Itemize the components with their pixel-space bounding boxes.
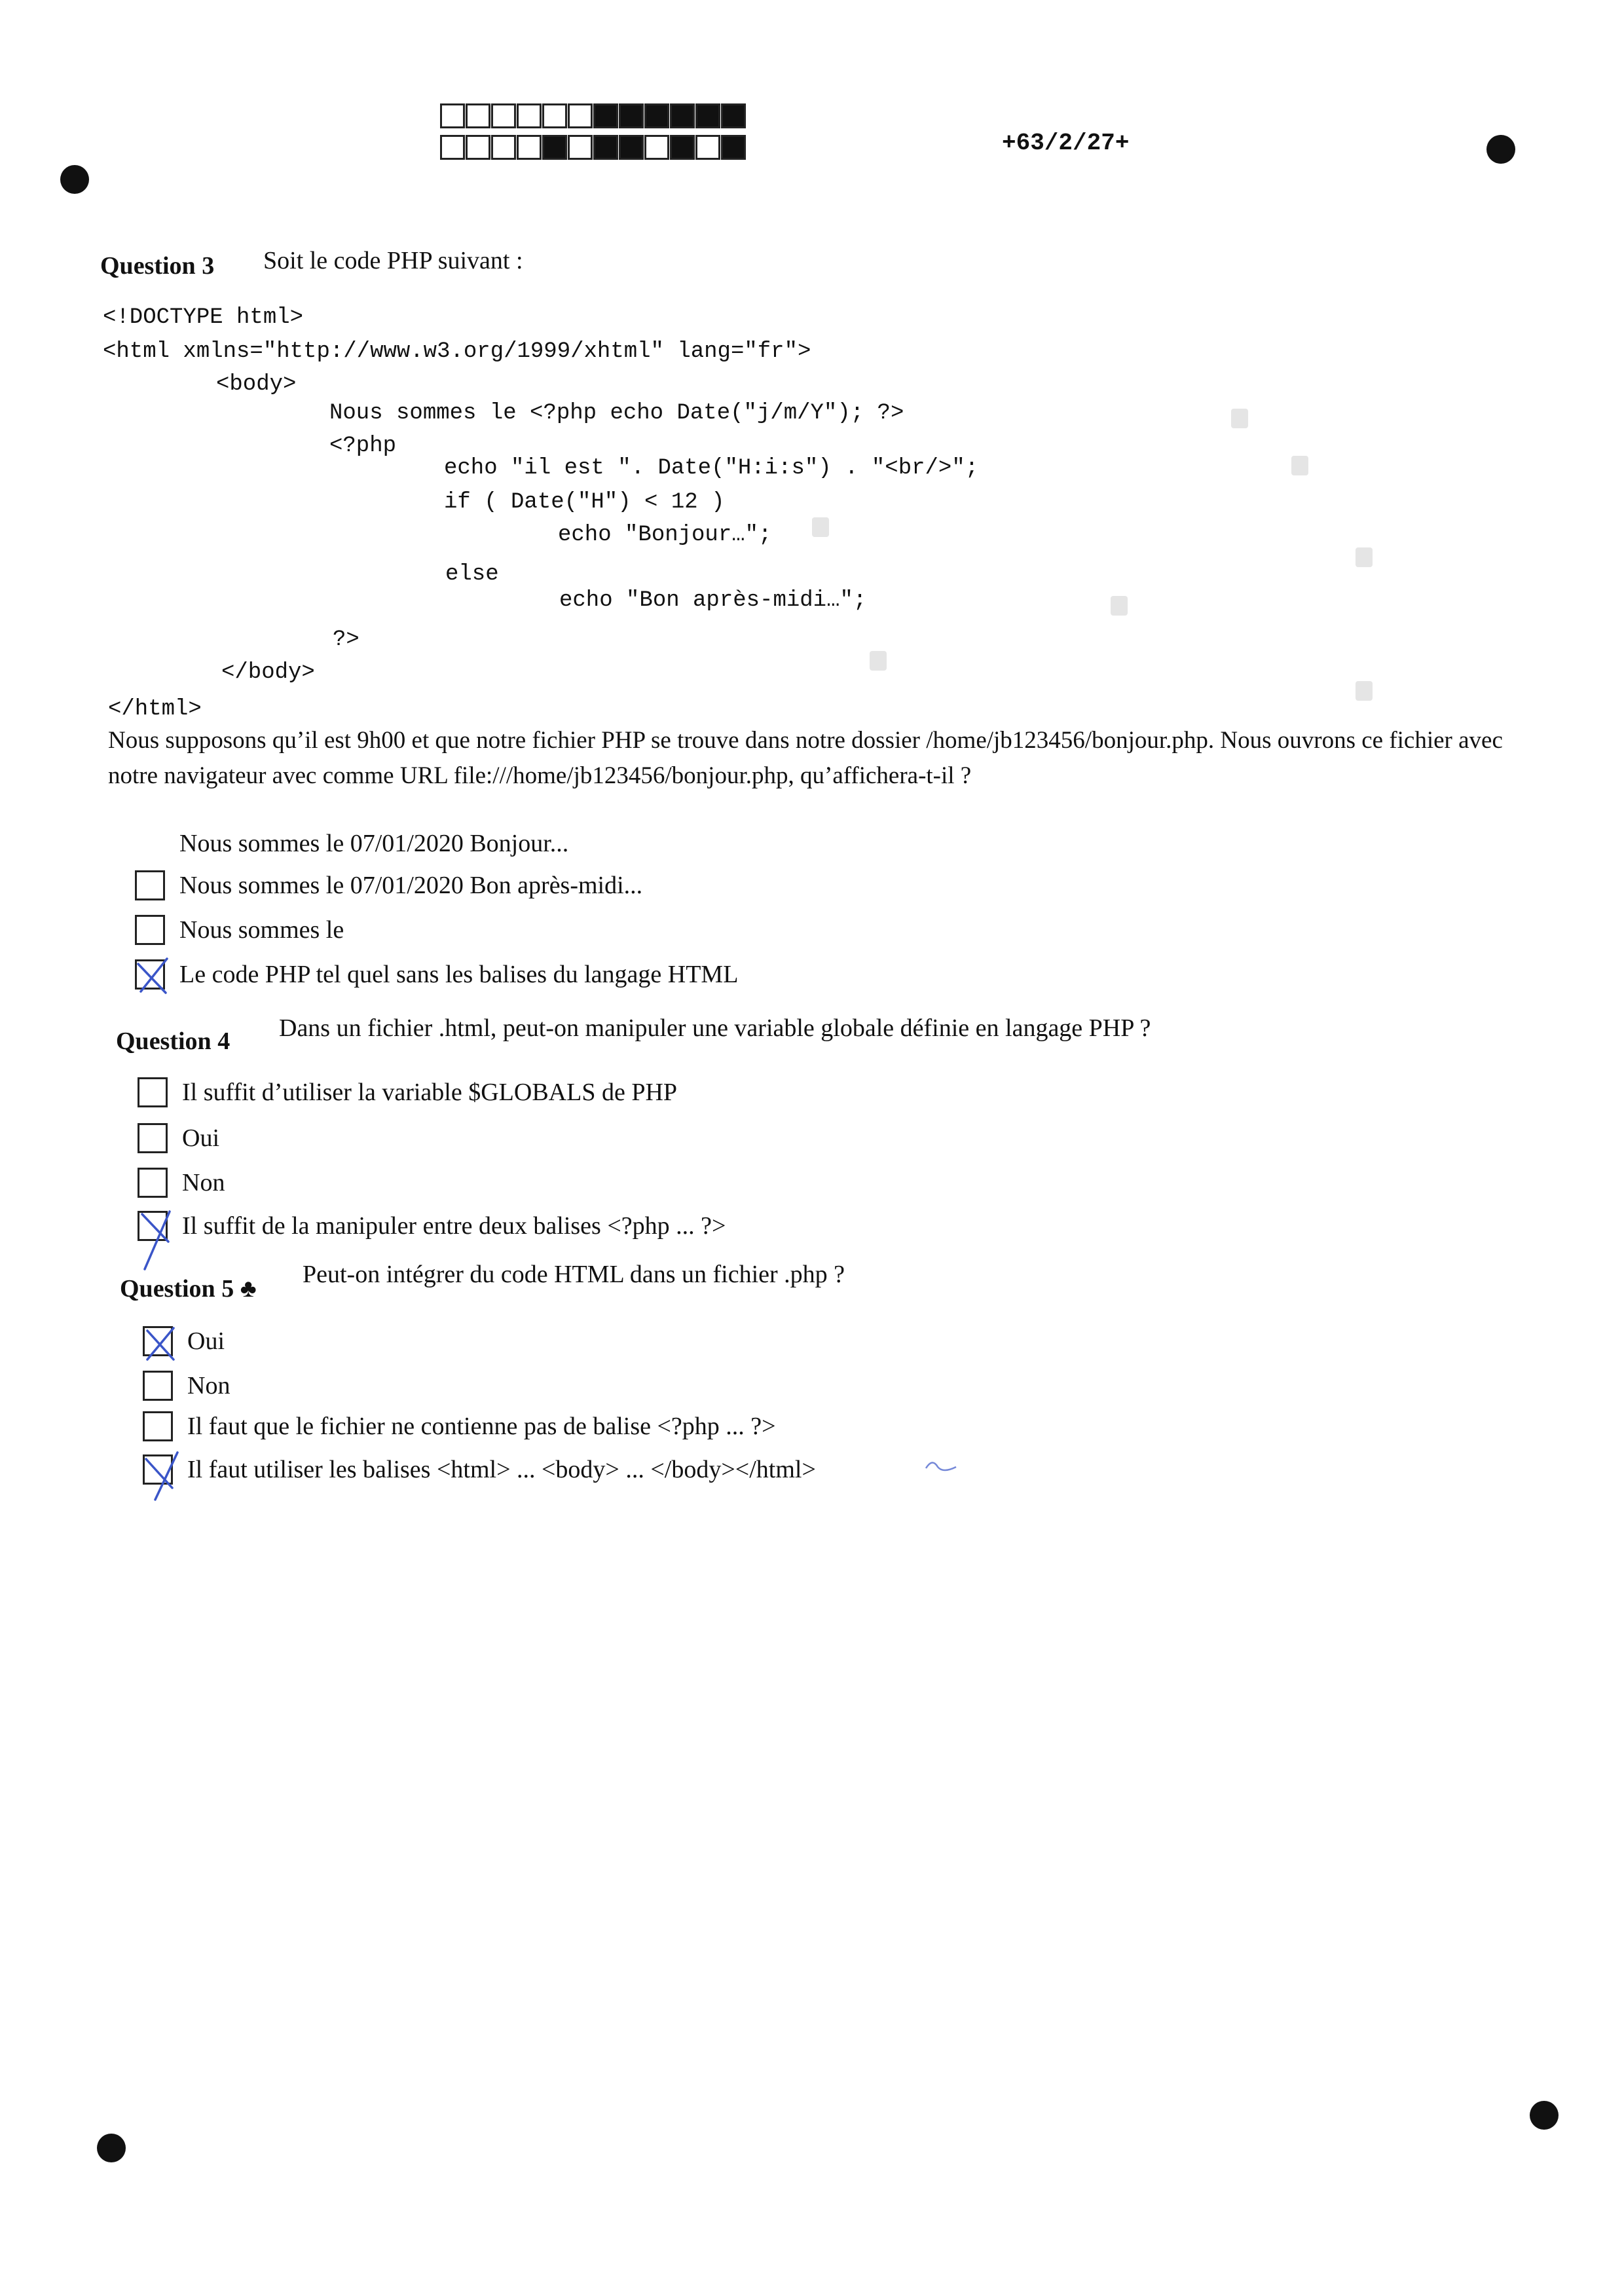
pen-cross-mark-icon (136, 1206, 181, 1272)
code-line: echo "Bon après-midi…"; (559, 588, 867, 613)
option-label: Il suffit de la manipuler entre deux balises <?php ... ?> (182, 1212, 726, 1240)
checkbox[interactable] (143, 1454, 173, 1485)
code-box (466, 103, 490, 128)
question-3-heading: Question 3 (100, 252, 215, 280)
scan-smudge (1291, 456, 1308, 475)
registration-dot-top-right (1486, 135, 1515, 164)
checkbox[interactable] (135, 915, 165, 945)
option-label: Il faut utiliser les balises <html> ... <body> ... </body></html> (187, 1456, 816, 1483)
question-5-option-2[interactable] (143, 1369, 230, 1403)
question-4-option-4[interactable] (138, 1209, 726, 1243)
code-box (593, 103, 618, 128)
checkbox[interactable] (138, 1077, 168, 1107)
option-label: Non (187, 1372, 231, 1399)
question-5-option-1[interactable] (143, 1324, 225, 1358)
code-box (593, 135, 618, 160)
question-4-heading: Question 4 (116, 1028, 231, 1055)
code-line: <?php (329, 434, 397, 458)
question-4-text: Dans un fichier .html, peut-on manipuler une variable globale définie en langage PHP ? (279, 1014, 1151, 1042)
code-line: else (445, 562, 499, 587)
question-4-option-3[interactable] (138, 1166, 225, 1200)
code-box (568, 103, 593, 128)
code-line: </html> (108, 697, 202, 722)
pen-cross-mark-icon (141, 1450, 184, 1502)
checkbox[interactable] (138, 1211, 168, 1241)
code-line: <!DOCTYPE html> (103, 305, 304, 330)
option-label: Oui (182, 1124, 219, 1152)
checkbox[interactable] (138, 1168, 168, 1198)
question-5-heading (120, 1274, 257, 1303)
code-box (466, 135, 490, 160)
checkbox[interactable] (135, 870, 165, 900)
code-box (517, 103, 542, 128)
checkbox[interactable] (135, 959, 165, 990)
option-label: Non (182, 1169, 225, 1196)
question-5-text: Peut-on intégrer du code HTML dans un fichier .php ? (303, 1261, 845, 1288)
question-5-option-3[interactable] (143, 1409, 776, 1443)
question-4-option-1[interactable] (138, 1075, 677, 1109)
option-label: Il suffit d’utiliser la variable $GLOBALS de PHP (182, 1079, 678, 1106)
code-box (644, 103, 669, 128)
question-3-option-2[interactable] (135, 868, 642, 902)
registration-dot-bottom-left (97, 2134, 126, 2162)
question-3-option-4[interactable] (135, 957, 738, 991)
code-line: echo "il est ". Date("H:i:s") . "<br/>"; (444, 456, 979, 481)
pen-stray-stroke-icon (923, 1455, 963, 1475)
scan-smudge (1111, 596, 1128, 616)
checkbox[interactable] (143, 1326, 173, 1356)
code-box (721, 135, 746, 160)
pen-cross-mark-icon (133, 955, 174, 998)
question-3-text: Soit le code PHP suivant : (263, 247, 523, 274)
option-label: Il faut que le fichier ne contienne pas de balise <?php ... ?> (187, 1413, 776, 1440)
code-box (440, 135, 465, 160)
code-box (542, 135, 567, 160)
code-box (619, 103, 644, 128)
scan-smudge (1356, 547, 1373, 567)
code-box (542, 103, 567, 128)
question-3-paragraph: Nous supposons qu’il est 9h00 et que notre fichier PHP se trouve dans notre dossier /home/jb123456/bonjour.php. Nous ouvrons ce fichier avec notre navigateur avec comme URL file:///home/jb123456/bonjour.php, qu’affichera-t-il ? (108, 727, 1503, 789)
registration-dot-bottom-right (1530, 2101, 1559, 2130)
question-5-option-4[interactable] (143, 1453, 816, 1487)
code-box (670, 103, 695, 128)
checkbox[interactable] (135, 828, 165, 859)
option-label: Nous sommes le (179, 916, 344, 944)
page-id: +63/2/27+ (1002, 130, 1130, 157)
checkbox[interactable] (138, 1123, 168, 1153)
club-icon: ♣ (240, 1275, 257, 1303)
code-line: <body> (216, 372, 297, 397)
code-line: if ( Date("H") < 12 ) (444, 490, 725, 515)
checkbox[interactable] (143, 1411, 173, 1441)
code-box (695, 135, 720, 160)
option-label: Nous sommes le 07/01/2020 Bonjour... (179, 830, 569, 857)
code-line: Nous sommes le <?php echo Date("j/m/Y"); ?> (329, 401, 904, 426)
option-label: Oui (187, 1327, 225, 1355)
code-box (670, 135, 695, 160)
option-label: Nous sommes le 07/01/2020 Bon après-midi... (179, 872, 643, 899)
code-box (695, 103, 720, 128)
code-line: <html xmlns="http://www.w3.org/1999/xhtml" lang="fr"> (103, 339, 811, 364)
code-box (517, 135, 542, 160)
code-box (491, 103, 516, 128)
question-3-option-1[interactable] (135, 826, 568, 861)
code-box (619, 135, 644, 160)
code-box (440, 103, 465, 128)
code-box (721, 103, 746, 128)
checkbox[interactable] (143, 1371, 173, 1401)
scan-smudge (812, 517, 829, 537)
code-box (491, 135, 516, 160)
question-5-heading-text: Question 5 (120, 1275, 234, 1303)
pen-cross-mark-icon (141, 1322, 180, 1365)
code-box (644, 135, 669, 160)
scan-smudge (870, 651, 887, 671)
question-4-option-2[interactable] (138, 1121, 219, 1155)
registration-dot-top-left (60, 165, 89, 194)
code-line: </body> (221, 660, 315, 685)
option-label: Le code PHP tel quel sans les balises du langage HTML (179, 961, 739, 988)
code-line: ?> (333, 627, 360, 652)
code-box (568, 135, 593, 160)
code-line: echo "Bonjour…"; (558, 523, 772, 547)
scan-smudge (1356, 681, 1373, 701)
question-3-option-3[interactable] (135, 913, 344, 947)
scan-smudge (1231, 409, 1248, 428)
